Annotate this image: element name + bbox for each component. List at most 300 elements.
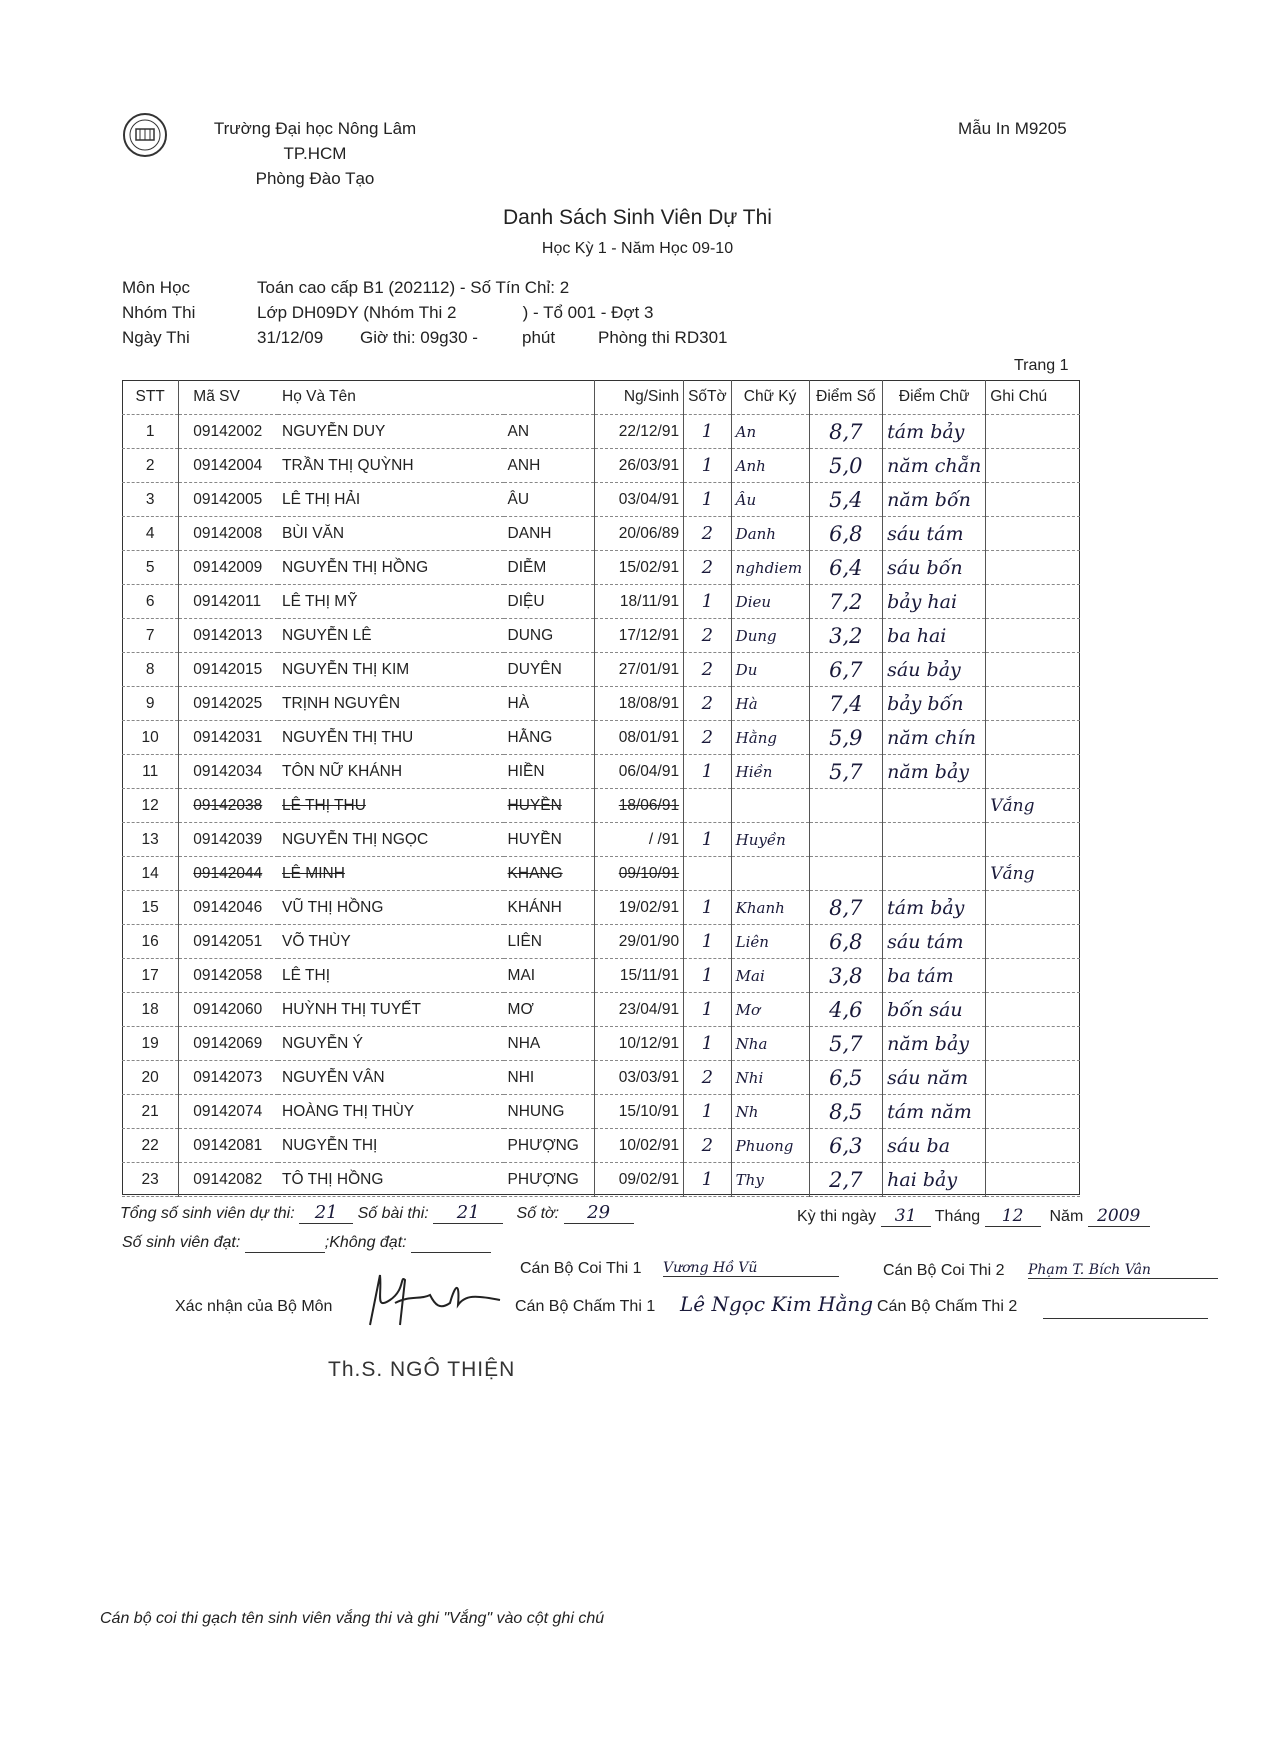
row-note — [986, 891, 1080, 925]
row-dob: 08/01/91 — [595, 721, 684, 755]
row-dob: 26/03/91 — [595, 449, 684, 483]
row-note — [986, 517, 1080, 551]
pass-fail-line — [122, 1234, 491, 1253]
row-last-name: NGUYỄN VÂN — [278, 1061, 504, 1095]
row-last-name: LÊ THỊ MỸ — [278, 585, 504, 619]
row-score: 8,7 — [809, 415, 883, 449]
row-first-name: PHƯỢNG — [504, 1129, 595, 1163]
table-header-row — [122, 380, 1080, 415]
table-row — [122, 551, 1080, 585]
row-score: 7,2 — [809, 585, 883, 619]
row-first-name: DUYÊN — [504, 653, 595, 687]
row-note — [986, 551, 1080, 585]
row-note — [986, 823, 1080, 857]
col-name: Họ Và Tên — [278, 380, 504, 415]
grader1-signature: Lê Ngọc Kim Hằng — [680, 1292, 874, 1316]
row-note: Vắng — [986, 857, 1080, 891]
row-dob: 17/12/91 — [595, 619, 684, 653]
row-score: 4,6 — [809, 993, 883, 1027]
row-score: 8,5 — [809, 1095, 883, 1129]
row-student-id: 09142034 — [179, 755, 278, 789]
row-sheets: 1 — [684, 1163, 732, 1197]
row-student-id: 09142051 — [179, 925, 278, 959]
row-stt: 12 — [122, 789, 179, 823]
row-note — [986, 415, 1080, 449]
row-signature — [731, 857, 809, 891]
row-student-id: 09142011 — [179, 585, 278, 619]
row-stt: 9 — [122, 687, 179, 721]
row-signature: nghdiem — [731, 551, 809, 585]
row-last-name: NUGYỄN THỊ — [278, 1129, 504, 1163]
row-score: 5,4 — [809, 483, 883, 517]
room-value: Phòng thi RD301 — [598, 328, 728, 347]
row-note — [986, 1163, 1080, 1197]
row-score-words — [883, 823, 986, 857]
row-score: 6,4 — [809, 551, 883, 585]
row-stt: 6 — [122, 585, 179, 619]
group-value: Lớp DH09DY (Nhóm Thi 2 ) - Tổ 001 - Đợt 3 — [257, 303, 654, 322]
row-sheets: 2 — [684, 619, 732, 653]
row-score: 7,4 — [809, 687, 883, 721]
exam-day: 31 — [881, 1206, 931, 1227]
row-dob: / /91 — [595, 823, 684, 857]
row-score: 6,7 — [809, 653, 883, 687]
row-note — [986, 449, 1080, 483]
table-row — [122, 483, 1080, 517]
table-row — [122, 1027, 1080, 1061]
row-signature: Khanh — [731, 891, 809, 925]
row-dob: 03/03/91 — [595, 1061, 684, 1095]
row-stt: 23 — [122, 1163, 179, 1197]
row-score-words: tám bảy — [883, 415, 986, 449]
row-signature: Hằng — [731, 721, 809, 755]
row-last-name: HUỲNH THỊ TUYẾT — [278, 993, 504, 1027]
row-student-id: 09142038 — [179, 789, 278, 823]
row-signature: An — [731, 415, 809, 449]
grader1-label: Cán Bộ Chấm Thi 1 — [515, 1298, 656, 1315]
dept-head-name: Th.S. NGÔ THIỆN — [328, 1358, 516, 1381]
table-row — [122, 449, 1080, 483]
row-dob: 19/02/91 — [595, 891, 684, 925]
row-last-name: TRỊNH NGUYÊN — [278, 687, 504, 721]
row-sheets: 1 — [684, 755, 732, 789]
row-stt: 11 — [122, 755, 179, 789]
total-label: Tổng số sinh viên dự thi: — [120, 1205, 295, 1222]
table-row — [122, 415, 1080, 449]
totals-line — [120, 1202, 634, 1224]
papers-value: 21 — [433, 1202, 503, 1224]
row-student-id: 09142058 — [179, 959, 278, 993]
row-score-words: sáu năm — [883, 1061, 986, 1095]
row-sheets — [684, 857, 732, 891]
row-note — [986, 993, 1080, 1027]
exam-year: 2009 — [1088, 1206, 1150, 1227]
row-score: 6,8 — [809, 517, 883, 551]
row-stt: 21 — [122, 1095, 179, 1129]
row-dob: 15/11/91 — [595, 959, 684, 993]
subject-value: Toán cao cấp B1 (202112) - Số Tín Chỉ: 2 — [257, 278, 570, 297]
row-score-words — [883, 789, 986, 823]
row-stt: 1 — [122, 415, 179, 449]
table-row — [122, 1061, 1080, 1095]
row-score-words: năm bốn — [883, 483, 986, 517]
row-first-name: KHANG — [504, 857, 595, 891]
row-score-words — [883, 857, 986, 891]
time-unit: phút — [522, 328, 556, 347]
row-student-id: 09142013 — [179, 619, 278, 653]
dept-signature — [360, 1265, 510, 1335]
col-firstname — [504, 380, 595, 415]
row-score: 3,8 — [809, 959, 883, 993]
row-signature: Thy — [731, 1163, 809, 1197]
col-sheets: SốTờ — [684, 380, 732, 415]
student-table — [122, 380, 1080, 1197]
row-student-id: 09142060 — [179, 993, 278, 1027]
row-score: 6,5 — [809, 1061, 883, 1095]
exam-date-line — [797, 1206, 1150, 1227]
row-last-name: LÊ THỊ THU — [278, 789, 504, 823]
row-student-id: 09142073 — [179, 1061, 278, 1095]
table-row — [122, 721, 1080, 755]
row-note — [986, 1027, 1080, 1061]
row-last-name: LÊ MINH — [278, 857, 504, 891]
row-sheets: 1 — [684, 925, 732, 959]
page-title: Danh Sách Sinh Viên Dự Thi — [503, 206, 772, 229]
proctor2-signature: Phạm T. Bích Vân — [1028, 1262, 1218, 1279]
row-first-name: DIỄM — [504, 551, 595, 585]
row-dob: 03/04/91 — [595, 483, 684, 517]
row-student-id: 09142031 — [179, 721, 278, 755]
row-last-name: HOÀNG THỊ THÙY — [278, 1095, 504, 1129]
row-last-name: NGUYỄN THỊ KIM — [278, 653, 504, 687]
row-sheets: 2 — [684, 687, 732, 721]
row-note — [986, 585, 1080, 619]
row-score: 5,7 — [809, 1027, 883, 1061]
row-stt: 7 — [122, 619, 179, 653]
row-dob: 27/01/91 — [595, 653, 684, 687]
grader2-label: Cán Bộ Chấm Thi 2 — [877, 1298, 1018, 1315]
fail-label: ;Không đạt: — [324, 1234, 407, 1251]
grader2-signature-line — [1043, 1318, 1208, 1319]
row-sheets — [684, 789, 732, 823]
row-note — [986, 1061, 1080, 1095]
row-dob: 15/02/91 — [595, 551, 684, 585]
row-signature: Hiền — [731, 755, 809, 789]
row-dob: 18/11/91 — [595, 585, 684, 619]
row-stt: 4 — [122, 517, 179, 551]
table-row — [122, 517, 1080, 551]
row-score: 6,3 — [809, 1129, 883, 1163]
row-last-name: VŨ THỊ HỒNG — [278, 891, 504, 925]
row-last-name: NGUYỄN Ý — [278, 1027, 504, 1061]
row-stt: 19 — [122, 1027, 179, 1061]
col-note: Ghi Chú — [986, 380, 1080, 415]
date-label: Ngày Thi — [122, 328, 190, 347]
exam-date-label: Kỳ thi ngày — [797, 1208, 877, 1225]
row-sheets: 2 — [684, 551, 732, 585]
row-stt: 10 — [122, 721, 179, 755]
row-first-name: AN — [504, 415, 595, 449]
row-first-name: HÀ — [504, 687, 595, 721]
row-score: 8,7 — [809, 891, 883, 925]
row-score-words: năm bảy — [883, 755, 986, 789]
row-sheets: 1 — [684, 993, 732, 1027]
row-last-name: NGUYỄN THỊ THU — [278, 721, 504, 755]
row-score-words: năm chẵn — [883, 449, 986, 483]
proctor1-label: Cán Bộ Coi Thi 1 — [520, 1260, 642, 1277]
form-code: Mẫu In M9205 — [958, 119, 1067, 138]
row-student-id: 09142025 — [179, 687, 278, 721]
row-first-name: NHA — [504, 1027, 595, 1061]
row-score: 6,8 — [809, 925, 883, 959]
row-stt: 20 — [122, 1061, 179, 1095]
row-signature: Hà — [731, 687, 809, 721]
row-score-words: sáu tám — [883, 925, 986, 959]
row-student-id: 09142044 — [179, 857, 278, 891]
row-sheets: 1 — [684, 891, 732, 925]
row-stt: 15 — [122, 891, 179, 925]
row-score: 5,0 — [809, 449, 883, 483]
row-note — [986, 687, 1080, 721]
row-stt: 3 — [122, 483, 179, 517]
row-stt: 14 — [122, 857, 179, 891]
row-student-id: 09142015 — [179, 653, 278, 687]
row-last-name: TRẦN THỊ QUỲNH — [278, 449, 504, 483]
row-score: 5,7 — [809, 755, 883, 789]
row-sheets: 1 — [684, 1095, 732, 1129]
table-row — [122, 1095, 1080, 1129]
row-stt: 13 — [122, 823, 179, 857]
table-row — [122, 823, 1080, 857]
exam-month: 12 — [985, 1206, 1041, 1227]
row-student-id: 09142082 — [179, 1163, 278, 1197]
row-dob: 22/12/91 — [595, 415, 684, 449]
pass-label: Số sinh viên đạt: — [122, 1234, 241, 1251]
row-student-id: 09142074 — [179, 1095, 278, 1129]
row-note — [986, 1129, 1080, 1163]
school-line2: TP.HCM — [283, 144, 347, 163]
row-score-words: sáu bốn — [883, 551, 986, 585]
row-dob: 29/01/90 — [595, 925, 684, 959]
date-value: 31/12/09 — [257, 328, 324, 347]
row-note — [986, 959, 1080, 993]
table-row — [122, 959, 1080, 993]
row-stt: 22 — [122, 1129, 179, 1163]
col-score: Điểm Số — [809, 380, 883, 415]
sheets-label: Số tờ: — [516, 1205, 560, 1222]
row-signature: Mai — [731, 959, 809, 993]
row-dob: 09/02/91 — [595, 1163, 684, 1197]
row-score-words: ba hai — [883, 619, 986, 653]
row-first-name: DANH — [504, 517, 595, 551]
row-dob: 09/10/91 — [595, 857, 684, 891]
row-dob: 06/04/91 — [595, 755, 684, 789]
row-first-name: KHÁNH — [504, 891, 595, 925]
row-first-name: MAI — [504, 959, 595, 993]
row-last-name: LÊ THỊ — [278, 959, 504, 993]
row-last-name: BÙI VĂN — [278, 517, 504, 551]
row-score: 5,9 — [809, 721, 883, 755]
row-score-words: năm bảy — [883, 1027, 986, 1061]
row-sheets: 2 — [684, 517, 732, 551]
row-student-id: 09142039 — [179, 823, 278, 857]
row-score-words: hai bảy — [883, 1163, 986, 1197]
row-signature — [731, 789, 809, 823]
row-last-name: NGUYỄN THỊ HỒNG — [278, 551, 504, 585]
page-number: Trang 1 — [1014, 357, 1069, 374]
row-sheets: 1 — [684, 415, 732, 449]
row-note — [986, 755, 1080, 789]
table-row — [122, 1129, 1080, 1163]
group-label: Nhóm Thi — [122, 303, 196, 322]
row-first-name: ANH — [504, 449, 595, 483]
row-dob: 10/02/91 — [595, 1129, 684, 1163]
table-row — [122, 755, 1080, 789]
row-first-name: DIỆU — [504, 585, 595, 619]
papers-label: Số bài thi: — [357, 1205, 429, 1222]
row-student-id: 09142005 — [179, 483, 278, 517]
row-sheets: 2 — [684, 653, 732, 687]
row-sheets: 1 — [684, 823, 732, 857]
row-signature: Phuong — [731, 1129, 809, 1163]
row-score-words: bảy hai — [883, 585, 986, 619]
row-student-id: 09142008 — [179, 517, 278, 551]
row-stt: 16 — [122, 925, 179, 959]
row-sheets: 2 — [684, 721, 732, 755]
row-dob: 10/12/91 — [595, 1027, 684, 1061]
table-row — [122, 1163, 1080, 1197]
row-signature: Huyền — [731, 823, 809, 857]
row-score-words: bốn sáu — [883, 993, 986, 1027]
row-score-words: sáu tám — [883, 517, 986, 551]
row-note — [986, 653, 1080, 687]
row-signature: Dung — [731, 619, 809, 653]
row-note: Vắng — [986, 789, 1080, 823]
total-value: 21 — [299, 1202, 353, 1224]
school-logo — [122, 112, 168, 158]
school-name — [200, 116, 430, 191]
row-student-id: 09142004 — [179, 449, 278, 483]
table-row — [122, 891, 1080, 925]
row-first-name: DUNG — [504, 619, 595, 653]
row-last-name: NGUYỄN THỊ NGỌC — [278, 823, 504, 857]
row-sheets: 1 — [684, 483, 732, 517]
row-stt: 5 — [122, 551, 179, 585]
proctor1-signature: Vương Hồ Vũ — [663, 1260, 839, 1277]
row-signature: Mơ — [731, 993, 809, 1027]
row-first-name: ÂU — [504, 483, 595, 517]
col-signature: Chữ Ký — [731, 380, 809, 415]
row-last-name: LÊ THỊ HẢI — [278, 483, 504, 517]
row-last-name: TÔ THỊ HỒNG — [278, 1163, 504, 1197]
row-stt: 17 — [122, 959, 179, 993]
row-signature: Nhi — [731, 1061, 809, 1095]
row-signature: Anh — [731, 449, 809, 483]
row-first-name: MƠ — [504, 993, 595, 1027]
row-student-id: 09142009 — [179, 551, 278, 585]
row-dob: 18/06/91 — [595, 789, 684, 823]
sheets-value: 29 — [564, 1202, 634, 1224]
col-id: Mã SV — [179, 380, 278, 415]
row-sheets: 2 — [684, 1129, 732, 1163]
row-note — [986, 1095, 1080, 1129]
instruction-note: Cán bộ coi thi gạch tên sinh viên vắng thi và ghi "Vắng" vào cột ghi chú — [100, 1610, 605, 1627]
row-dob: 15/10/91 — [595, 1095, 684, 1129]
row-score — [809, 857, 883, 891]
row-student-id: 09142002 — [179, 415, 278, 449]
row-student-id: 09142046 — [179, 891, 278, 925]
row-student-id: 09142081 — [179, 1129, 278, 1163]
row-note — [986, 721, 1080, 755]
col-score-words: Điểm Chữ — [883, 380, 986, 415]
table-row — [122, 653, 1080, 687]
row-dob: 20/06/89 — [595, 517, 684, 551]
row-first-name: NHUNG — [504, 1095, 595, 1129]
year-label: Năm — [1049, 1208, 1084, 1225]
row-first-name: HUYỀN — [504, 823, 595, 857]
row-score-words: tám năm — [883, 1095, 986, 1129]
row-first-name: LIÊN — [504, 925, 595, 959]
row-signature: Nh — [731, 1095, 809, 1129]
row-score: 3,2 — [809, 619, 883, 653]
page-subtitle: Học Kỳ 1 - Năm Học 09-10 — [541, 240, 734, 257]
row-signature: Liên — [731, 925, 809, 959]
row-score-words: bảy bốn — [883, 687, 986, 721]
row-last-name: TÔN NỮ KHÁNH — [278, 755, 504, 789]
row-sheets: 1 — [684, 449, 732, 483]
month-label: Tháng — [934, 1208, 981, 1225]
row-last-name: NGUYỄN DUY — [278, 415, 504, 449]
dept-confirm-label: Xác nhận của Bộ Môn — [175, 1298, 333, 1315]
row-signature: Âu — [731, 483, 809, 517]
row-score-words: ba tám — [883, 959, 986, 993]
proctor2-label: Cán Bộ Coi Thi 2 — [883, 1262, 1005, 1279]
subject-label: Môn Học — [122, 278, 191, 297]
table-row — [122, 687, 1080, 721]
row-sheets: 1 — [684, 585, 732, 619]
col-dob: Ng/Sinh — [595, 380, 684, 415]
row-score-words: sáu bảy — [883, 653, 986, 687]
row-signature: Danh — [731, 517, 809, 551]
row-first-name: HUYỀN — [504, 789, 595, 823]
row-stt: 8 — [122, 653, 179, 687]
row-score — [809, 789, 883, 823]
row-score — [809, 823, 883, 857]
row-score: 2,7 — [809, 1163, 883, 1197]
row-last-name: VÕ THÙY — [278, 925, 504, 959]
row-sheets: 1 — [684, 959, 732, 993]
table-row — [122, 925, 1080, 959]
row-sheets: 1 — [684, 1027, 732, 1061]
row-note — [986, 483, 1080, 517]
row-first-name: PHƯỢNG — [504, 1163, 595, 1197]
row-last-name: NGUYỄN LÊ — [278, 619, 504, 653]
school-line3: Phòng Đào Tạo — [255, 169, 375, 188]
table-row — [122, 619, 1080, 653]
row-signature: Dieu — [731, 585, 809, 619]
row-signature: Nha — [731, 1027, 809, 1061]
row-first-name: HIỀN — [504, 755, 595, 789]
table-row — [122, 993, 1080, 1027]
row-student-id: 09142069 — [179, 1027, 278, 1061]
row-first-name: NHI — [504, 1061, 595, 1095]
row-signature: Du — [731, 653, 809, 687]
table-row — [122, 585, 1080, 619]
row-dob: 18/08/91 — [595, 687, 684, 721]
time-label: Giờ thi: 09g30 - — [360, 328, 478, 347]
row-note — [986, 619, 1080, 653]
row-first-name: HẰNG — [504, 721, 595, 755]
